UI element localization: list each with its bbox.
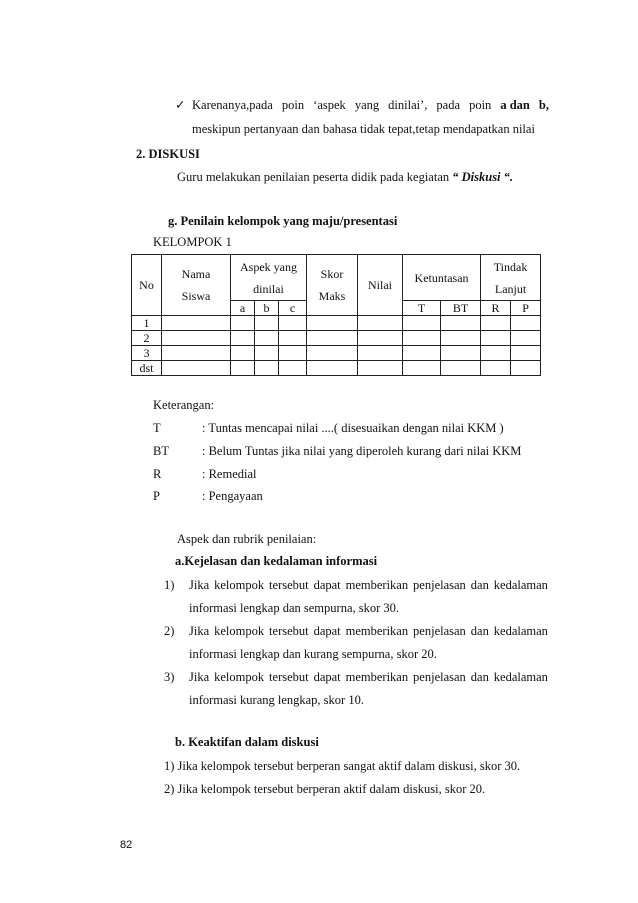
header-tuntas: T bbox=[403, 301, 441, 316]
keterangan-desc: : Pengayaan bbox=[202, 489, 263, 503]
rubrik-b-item: 2) Jika kelompok tersebut berperan aktif dalam diskusi, skor 20. bbox=[164, 782, 486, 796]
rubrik-a-line2: informasi lengkap dan sempurna, skor 30. bbox=[189, 601, 400, 615]
group-label: KELOMPOK 1 bbox=[153, 235, 232, 249]
row-number: 1 bbox=[132, 316, 162, 331]
rubrik-a-line1: Jika kelompok tersebut dapat memberikan penjelasan dan kedalaman bbox=[189, 578, 548, 592]
header-nama: Nama Siswa bbox=[162, 255, 231, 316]
keterangan-desc: : Remedial bbox=[202, 467, 257, 481]
checkmark-icon: ✓ bbox=[175, 97, 186, 112]
keterangan-title: Keterangan: bbox=[153, 398, 215, 412]
table-row bbox=[132, 346, 541, 361]
header-no: No bbox=[132, 255, 162, 316]
keterangan-desc: : Tuntas mencapai nilai ....( disesuaikan dengan nilai KKM ) bbox=[202, 421, 504, 435]
keterangan-key: P bbox=[153, 489, 160, 503]
header-aspek-b: b bbox=[255, 301, 279, 316]
row-number: 3 bbox=[132, 346, 162, 361]
header-remedial: R bbox=[481, 301, 511, 316]
subsection-heading: g. Penilain kelompok yang maju/presentasi bbox=[168, 214, 398, 228]
header-belum-tuntas: BT bbox=[441, 301, 481, 316]
page-number: 82 bbox=[120, 839, 133, 851]
rubrik-b-item: 1) Jika kelompok tersebut berperan sangat aktif dalam diskusi, skor 30. bbox=[164, 759, 521, 773]
header-tindak: Tindak Lanjut bbox=[481, 255, 541, 301]
section-heading: 2. DISKUSI bbox=[136, 147, 200, 161]
header-nilai: Nilai bbox=[358, 255, 403, 316]
rubrik-a-num: 3) bbox=[164, 670, 175, 684]
rubrik-a-line1: Jika kelompok tersebut dapat memberikan penjelasan dan kedalaman bbox=[189, 670, 548, 684]
rubrik-a-line2: informasi kurang lengkap, skor 10. bbox=[189, 693, 364, 707]
keterangan-key: BT bbox=[153, 444, 169, 458]
header-aspek: Aspek yang dinilai bbox=[231, 255, 307, 301]
note-line-1: Karenanya,pada poin ‘aspek yang dinilai’, pada poin a dan b, bbox=[192, 98, 549, 112]
keterangan-key: T bbox=[153, 421, 161, 435]
section-text: Guru melakukan penilaian peserta didik pada kegiatan “ Diskusi “. bbox=[177, 170, 514, 184]
header-aspek-a: a bbox=[231, 301, 255, 316]
row-number: dst bbox=[132, 361, 162, 376]
header-pengayaan: P bbox=[511, 301, 541, 316]
table-row bbox=[132, 316, 541, 331]
keterangan-key: R bbox=[153, 467, 162, 481]
header-aspek-c: c bbox=[279, 301, 307, 316]
header-ketuntasan: Ketuntasan bbox=[403, 255, 481, 301]
note-line-2: meskipun pertanyaan dan bahasa tidak tepat,tetap mendapatkan nilai bbox=[192, 122, 535, 136]
header-skor: Skor Maks bbox=[307, 255, 358, 316]
rubrik-a-heading: a.Kejelasan dan kedalaman informasi bbox=[175, 554, 378, 568]
rubrik-b-heading: b. Keaktifan dalam diskusi bbox=[175, 735, 319, 749]
keterangan-desc: : Belum Tuntas jika nilai yang diperoleh kurang dari nilai KKM bbox=[202, 444, 522, 458]
assessment-table bbox=[131, 254, 541, 376]
rubrik-a-num: 2) bbox=[164, 624, 175, 638]
rubrik-a-num: 1) bbox=[164, 578, 175, 592]
table-row bbox=[132, 331, 541, 346]
rubrik-intro: Aspek dan rubrik penilaian: bbox=[177, 532, 317, 546]
row-number: 2 bbox=[132, 331, 162, 346]
rubrik-a-line1: Jika kelompok tersebut dapat memberikan penjelasan dan kedalaman bbox=[189, 624, 548, 638]
rubrik-a-line2: informasi lengkap dan kurang sempurna, skor 20. bbox=[189, 647, 437, 661]
table-row bbox=[132, 361, 541, 376]
